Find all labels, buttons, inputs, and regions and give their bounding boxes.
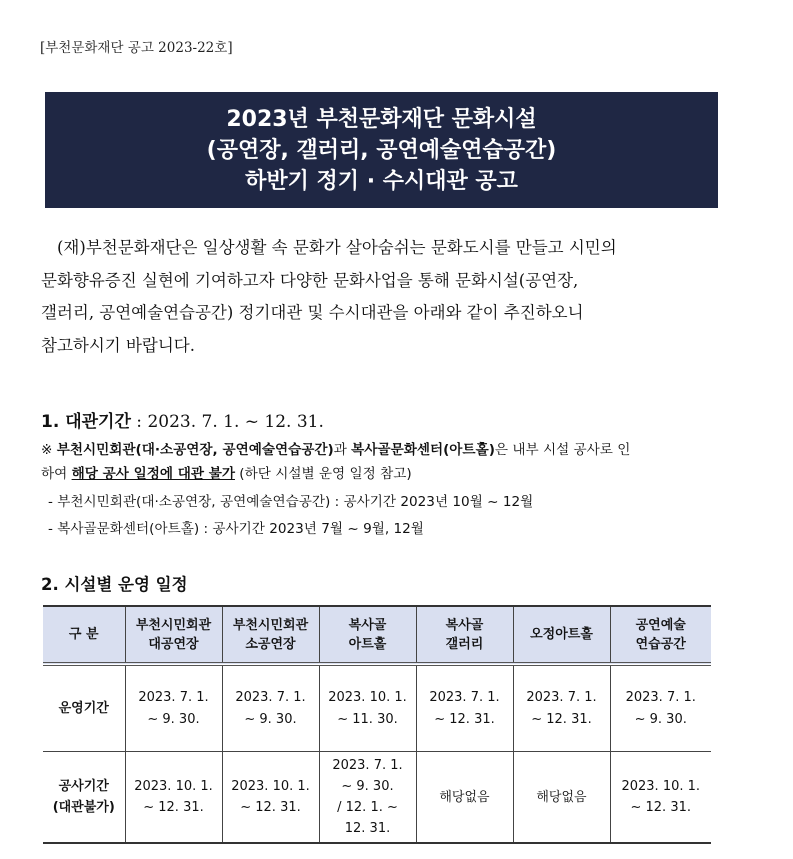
rental-period: : 2023. 7. 1. ~ 12. 31. xyxy=(130,412,324,432)
header-cell: 부천시민회관 대공연장 xyxy=(125,606,222,664)
header-cell: 부천시민회관 소공연장 xyxy=(222,606,319,664)
table-cell: 2023. 7. 1. ~ 12. 31. xyxy=(416,664,513,752)
note-facility-2: 복사골문화센터(아트홀) xyxy=(351,442,495,458)
schedule-item-2: - 복사골문화센터(아트홀) : 공사기간 2023년 7월 ~ 9월, 12월 xyxy=(48,521,424,537)
schedule-item-1: - 부천시민회관(대·소공연장, 공연예술연습공간) : 공사기간 2023년 10월 ~ 12월 xyxy=(48,494,534,510)
table-row xyxy=(43,752,711,844)
header-cell: 복사골 아트홀 xyxy=(319,606,416,664)
table-cell: 2023. 10. 1. ~ 12. 31. xyxy=(222,752,319,844)
note-facility-1: 부천시민회관(대·소공연장, 공연예술연습공간) xyxy=(56,442,334,458)
header-cell: 구 분 xyxy=(43,606,125,664)
table-cell: 2023. 7. 1. ~ 9. 30. xyxy=(610,664,711,752)
note-conj: 과 xyxy=(333,442,352,458)
header-cell: 오정아트홀 xyxy=(513,606,610,664)
header-cell: 복사골 갤러리 xyxy=(416,606,513,664)
table-row xyxy=(43,664,711,752)
table-cell: 2023. 10. 1. ~ 11. 30. xyxy=(319,664,416,752)
intro-line-4: 참고하시기 바랍니다. xyxy=(41,335,195,355)
table-cell: 2023. 7. 1. ~ 9. 30. xyxy=(125,664,222,752)
intro-line-1: (재)부천문화재단은 일상생활 속 문화가 살아숨쉬는 문화도시를 만들고 시민의 xyxy=(57,238,617,257)
title-line-2: (공연장, 갤러리, 공연예술연습공간) xyxy=(206,137,557,163)
title-banner xyxy=(45,92,718,208)
table-header-row xyxy=(43,606,711,664)
table-cell: 2023. 7. 1. ~ 12. 31. xyxy=(513,664,610,752)
title-line-3: 하반기 정기 · 수시대관 공고 xyxy=(245,168,518,194)
intro-line-3: 갤러리, 공연예술연습공간) 정기대관 및 수시대관을 아래와 같이 추진하오니 xyxy=(41,303,584,322)
facility-schedule-table xyxy=(43,605,711,844)
notice-number: [부천문화재단 공고 2023-22호] xyxy=(40,40,233,56)
table-cell: 2023. 10. 1. ~ 12. 31. xyxy=(125,752,222,844)
section1-heading: 1. 대관기간 xyxy=(41,412,131,432)
note-text-1: 은 내부 시설 공사로 인 xyxy=(494,442,631,458)
title-line-1: 2023년 부천문화재단 문화시설 xyxy=(226,106,537,132)
note-text-3: (하단 시설별 운영 일정 참고) xyxy=(234,466,412,482)
note-mark: ※ xyxy=(41,442,57,458)
section2-heading: 2. 시설별 운영 일정 xyxy=(41,575,188,594)
construction-note xyxy=(41,438,731,486)
section1-heading-row xyxy=(41,407,324,432)
note-emphasis: 해당 공사 일정에 대관 불가 xyxy=(71,466,235,482)
table-cell: 2023. 10. 1. ~ 12. 31. xyxy=(610,752,711,844)
row-label-construction: 공사기간 (대관불가) xyxy=(43,752,125,844)
table-cell: 해당없음 xyxy=(416,752,513,844)
intro-paragraph xyxy=(41,232,731,362)
intro-line-2: 문화향유증진 실현에 기여하고자 다양한 문화사업을 통해 문화시설(공연장, xyxy=(41,270,579,290)
table-cell: 2023. 7. 1. ~ 9. 30. / 12. 1. ~ 12. 31. xyxy=(319,752,416,844)
header-cell: 공연예술 연습공간 xyxy=(610,606,711,664)
row-label-operation: 운영기간 xyxy=(43,664,125,752)
note-text-2: 하여 xyxy=(41,466,72,482)
table-cell: 2023. 7. 1. ~ 9. 30. xyxy=(222,664,319,752)
table-cell: 해당없음 xyxy=(513,752,610,844)
